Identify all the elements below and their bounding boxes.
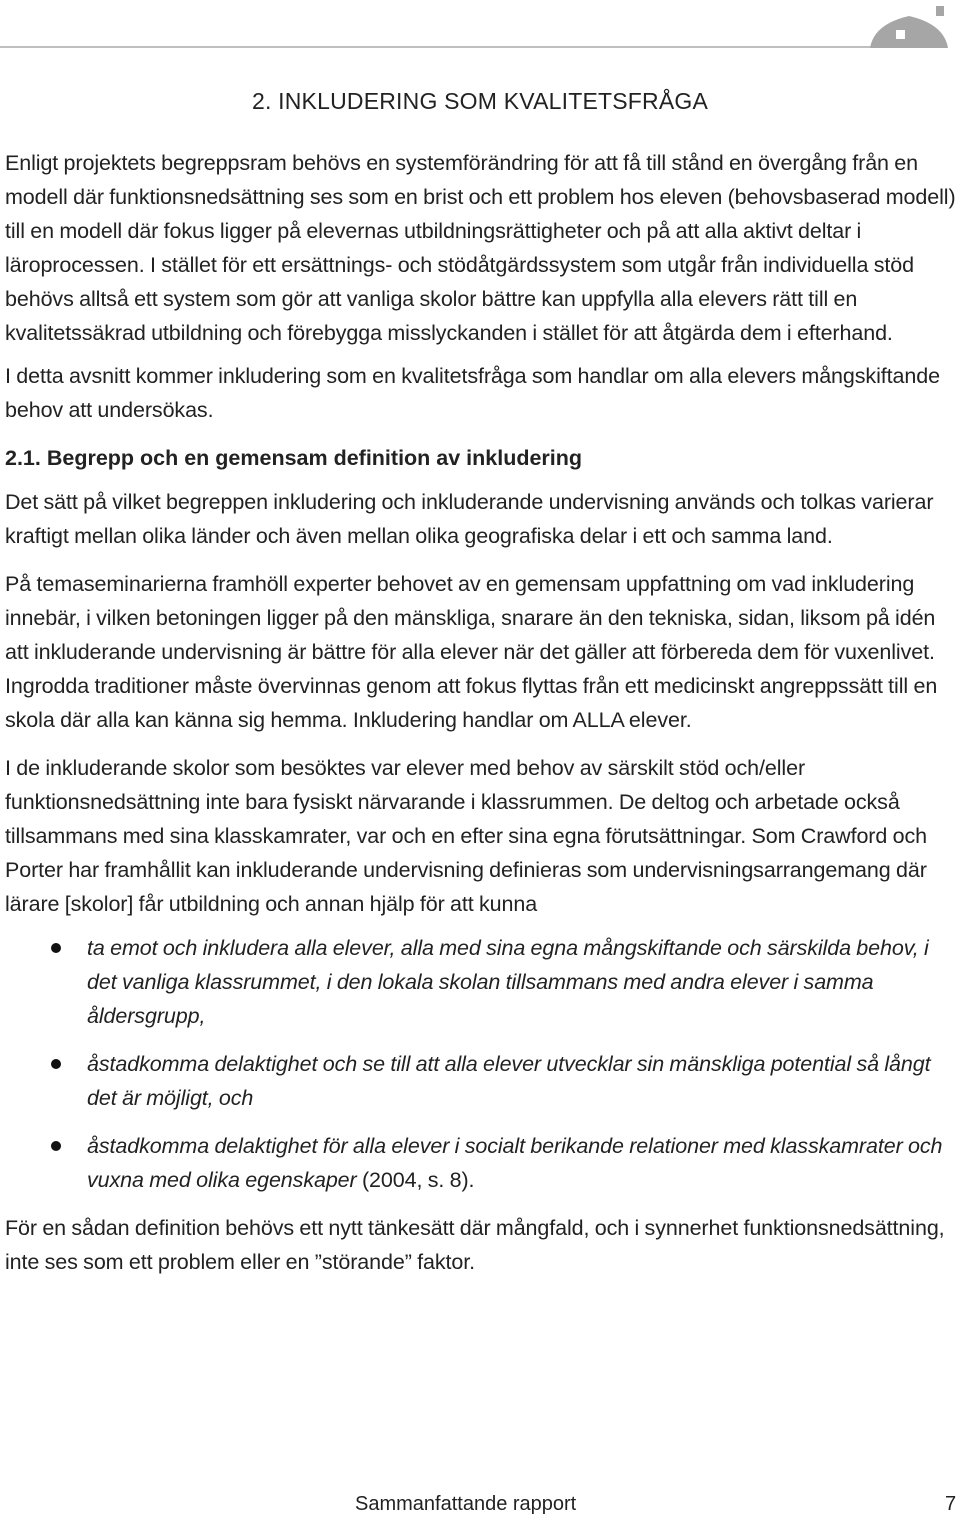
- intro-paragraph: Enligt projektets begreppsram behövs en systemförändring för att få till stånd en övergång från en modell där funktionsnedsättning ses som en brist och ett problem hos eleven (behovsbaserad modell) till en modell där fokus ligger på elevernas utbildningsrättigheter och på att alla aktivt deltar i läroprocessen. I stället för ett ersättnings- och stödåtgärdssystem som utgår från individuella stöd behövs alltså ett system som gör att vanliga skolor bättre kan uppfylla alla elevers rätt till en kvalitetssäkrad utbildning och förebygga misslyckanden i stället för att åtgärda dem i efterhand.: [5, 151, 956, 345]
- section-paragraph-2: På temaseminarierna framhöll experter behovet av en gemensam uppfattning om vad inkludering innebär, i vilken betoningen ligger på den mänskliga, snarare än den tekniska, sidan, liksom på idén att inkluderande undervisning är bättre för alla elever när det gäller att förbereda dem för vuxenlivet. Ingrodda traditioner måste övervinnas genom att fokus flyttas från ett medicinskt angreppssätt till en skola där alla kan känna sig hemma. Inkludering handlar om ALLA elever.: [5, 572, 938, 732]
- header-rule: [0, 46, 880, 48]
- footer-title: Sammanfattande rapport: [355, 1493, 577, 1515]
- list-item: [5, 1047, 957, 1115]
- bullet-icon: [51, 1141, 61, 1151]
- closing-paragraph: För en sådan definition behövs ett nytt tänkesätt där mångfald, och i synnerhet funktionsnedsättning, inte ses som ett problem eller en ”störande” faktor.: [5, 1216, 945, 1274]
- page-number: 7: [945, 1493, 957, 1515]
- main-content: [5, 146, 957, 1279]
- bullet-text: åstadkomma delaktighet och se till att alla elever utvecklar sin mänskliga potential så långt det är möjligt, och: [87, 1052, 931, 1110]
- intro-paragraph-2: I detta avsnitt kommer inkludering som en kvalitetsfråga som handlar om alla elevers mångskiftande behov att undersökas.: [5, 364, 940, 422]
- list-item: [5, 1129, 957, 1197]
- section-paragraph-1: Det sätt på vilket begreppen inkludering och inkluderande undervisning används och tolkas varierar kraftigt mellan olika länder och även mellan olika geografiska delar i ett och samma land.: [5, 490, 934, 548]
- list-item: [5, 931, 957, 1033]
- house-logo-icon: [866, 2, 952, 50]
- bullet-icon: [51, 943, 61, 953]
- section-paragraph-3: I de inkluderande skolor som besöktes var elever med behov av särskilt stöd och/eller funktionsnedsättning inte bara fysiskt närvarande i klassrummen. De deltog och arbetade också tillsammans med sina klasskamrater, var och en efter sina egna förutsättningar. Som Crawford och Porter har framhållit kan inkluderande undervisning definieras som undervisningsarrangemang där lärare [skolor] får utbildning och annan hjälp för att kunna: [5, 756, 927, 916]
- bullet-suffix: (2004, s. 8).: [356, 1168, 475, 1192]
- bullet-list: [5, 931, 957, 1197]
- section-heading: 2.1. Begrepp och en gemensam definition av inkludering: [5, 446, 583, 470]
- bullet-text: åstadkomma delaktighet för alla elever i socialt berikande relationer med klasskamrater och vuxna med olika egenskaper: [87, 1134, 943, 1192]
- page-title: 2. INKLUDERING SOM KVALITETSFRÅGA: [251, 88, 709, 114]
- bullet-text: ta emot och inkludera alla elever, alla med sina egna mångskiftande och särskilda behov, i det vanliga klassrummet, i den lokala skolan tillsammans med andra elever i samma åldersgrupp,: [87, 936, 929, 1028]
- bullet-icon: [51, 1059, 61, 1069]
